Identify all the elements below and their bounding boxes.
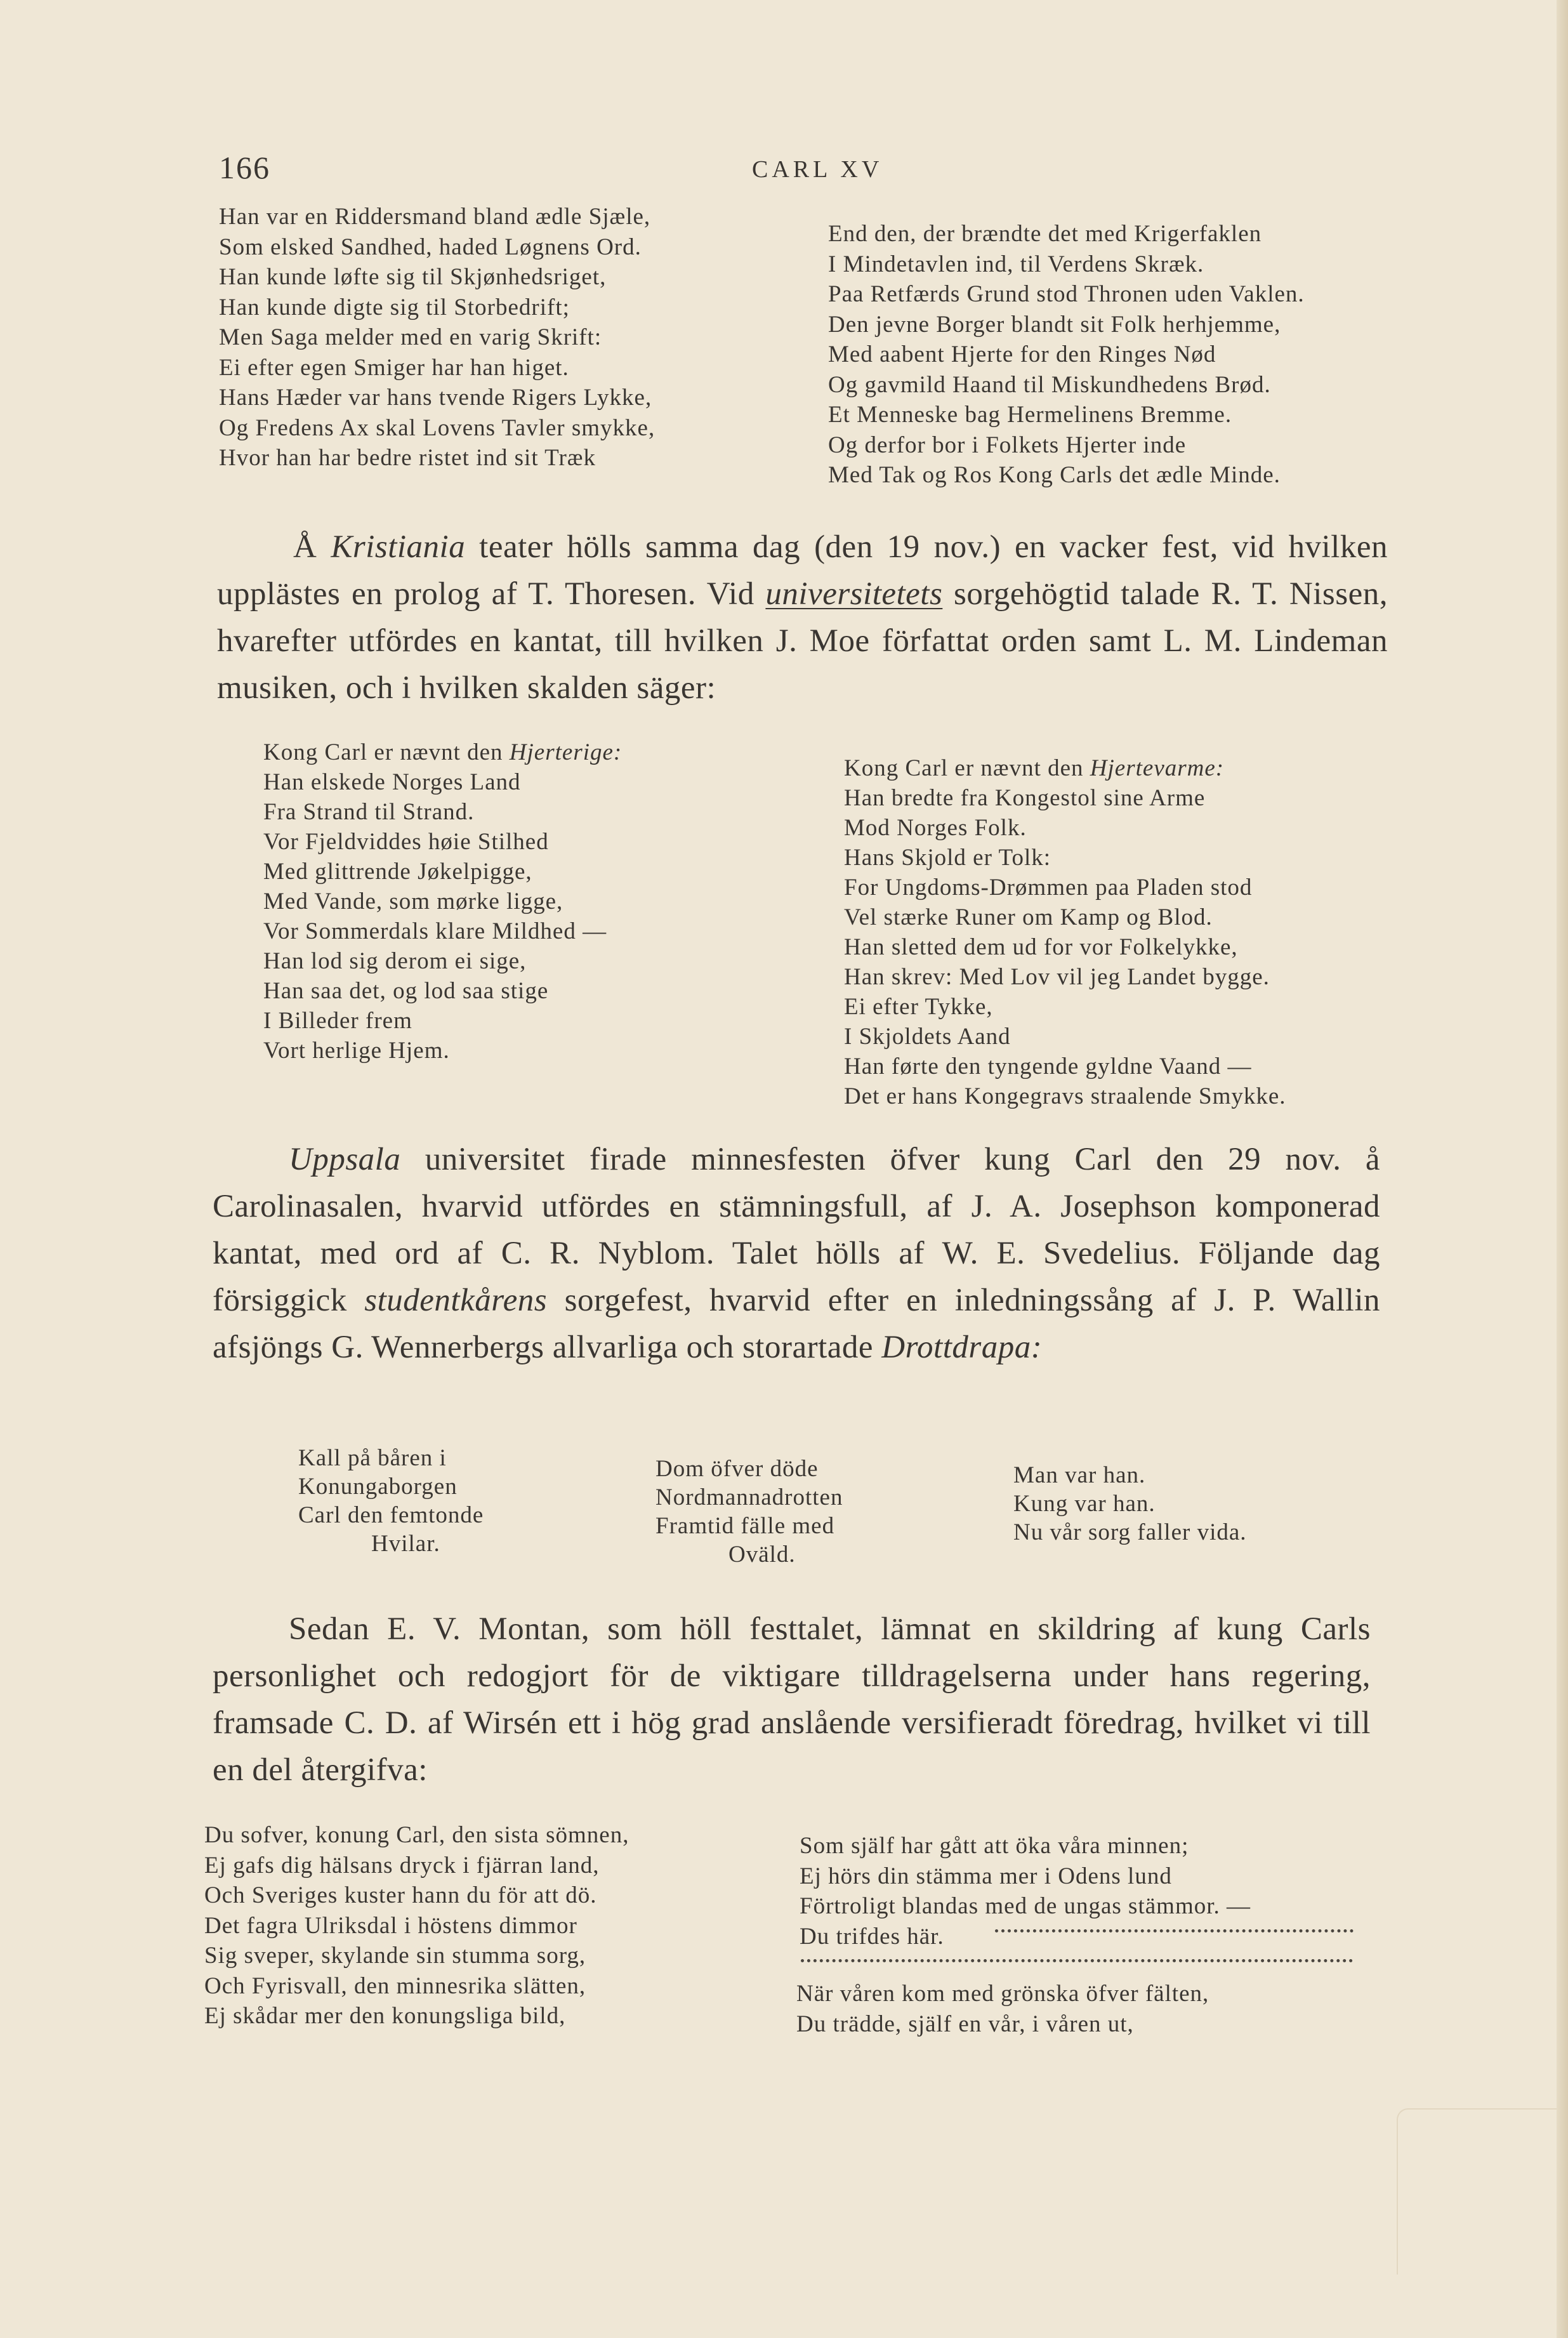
omission-dots-row xyxy=(801,1959,1353,1962)
verse-line: Han skrev: Med Lov vil jeg Landet bygge. xyxy=(844,964,1270,990)
verse-line: Han saa det, og lod saa stige xyxy=(263,978,549,1004)
verse-line: Och Fyrisvall, den minnesrika slätten, xyxy=(204,1972,586,1999)
verse-line: Och Sveriges kuster hann du för att dö. xyxy=(204,1882,597,1908)
verse-line: Et Menneske bag Hermelinens Bremme. xyxy=(828,402,1232,428)
verse-line: I Billeder frem xyxy=(263,1008,412,1034)
verse-line: Og Fredens Ax skal Lovens Tavler smykke, xyxy=(219,414,656,441)
emphasis-universitetets: universitetets xyxy=(765,576,943,612)
verse-line: Kung var han. xyxy=(1013,1491,1156,1517)
verse-line: Kall på båren i xyxy=(298,1445,447,1471)
verse-line: Den jevne Borger blandt sit Folk herhjemme, xyxy=(828,311,1281,338)
verse-line: Ej gafs dig hälsans dryck i fjärran land, xyxy=(204,1852,600,1879)
place-name-kristiania: Kristiania xyxy=(331,529,466,565)
poem4-left-column xyxy=(204,1820,629,2031)
verse-line: Du trädde, själf en vår, i våren ut, xyxy=(796,2011,1134,2037)
paragraph-text: sorgefest, hvarvid efter en inledningssång af J. P. Wallin afsjöngs G. Wennerbergs allvarliga och storartade xyxy=(213,1283,1380,1365)
paragraph-text: universitet firade minnesfesten öfver kung Carl den 29 nov. å Carolinasalen, hvarvid utfördes en stämningsfull, af J. A. Josephson komponerad kantat, med ord af C. R. Nyblom. Talet hölls af W. E. Svedelius. Följande dag försiggick xyxy=(213,1142,1380,1318)
verse-line: Nordmannadrotten xyxy=(656,1484,843,1510)
verse-line: Han var en Riddersmand bland ædle Sjæle, xyxy=(219,204,651,230)
verse-line: Han førte den tyngende gyldne Vaand — xyxy=(844,1053,1252,1080)
verse-line: I Skjoldets Aand xyxy=(844,1024,1011,1050)
verse-line: Vel stærke Runer om Kamp og Blod. xyxy=(844,904,1213,930)
verse-line: Vort herlige Hjem. xyxy=(263,1038,450,1064)
verse-line: End den, der brændte det med Krigerfaklen xyxy=(828,221,1262,247)
verse-text: Kong Carl er nævnt den xyxy=(263,739,510,765)
place-name-uppsala: Uppsala xyxy=(289,1142,401,1177)
verse-line: Man var han. xyxy=(1013,1462,1146,1488)
page-corner-mark xyxy=(1397,2108,1557,2275)
verse-line: Carl den femtonde xyxy=(298,1502,484,1528)
verse-line: Hans Hæder var hans tvende Rigers Lykke, xyxy=(219,385,652,411)
verse-line: Förtroligt blandas med de ungas stämmor. — xyxy=(800,1893,1251,1919)
verse-line: Men Saga melder med en varig Skrift: xyxy=(219,324,602,350)
verse-line: Ej hörs din stämma mer i Odens lund xyxy=(800,1863,1172,1889)
paragraph-kristiania xyxy=(217,524,1388,711)
verse-line: Ei efter egen Smiger har han higet. xyxy=(219,354,569,381)
verse-line: Oväld. xyxy=(728,1542,796,1568)
verse-line: Som elsked Sandhed, haded Løgnens Ord. xyxy=(219,234,642,260)
verse-line: Framtid fälle med xyxy=(656,1513,835,1539)
paragraph-uppsala xyxy=(213,1136,1380,1371)
verse-italic-epithet: Hjertevarme: xyxy=(1090,755,1225,781)
verse-line: Vor Sommerdals klare Mildhed — xyxy=(263,918,607,944)
verse-line: Det fagra Ulriksdal i höstens dimmor xyxy=(204,1912,577,1939)
verse-line: Paa Retfærds Grund stod Thronen uden Vaklen. xyxy=(828,281,1305,307)
verse-line: Som själf har gått att öka våra minnen; xyxy=(800,1833,1189,1859)
verse-line: Han kunde digte sig til Storbedrift; xyxy=(219,294,570,320)
verse-line: Han sletted dem ud for vor Folkelykke, xyxy=(844,934,1238,960)
verse-text: Kong Carl er nævnt den xyxy=(844,755,1090,781)
verse-line xyxy=(844,753,1286,783)
page-header xyxy=(219,149,1393,194)
poem4-right-column-top xyxy=(800,1831,1251,1952)
verse-line: Med glittrende Jøkelpigge, xyxy=(263,859,532,885)
poem1-right-column xyxy=(828,219,1305,491)
verse-line: Hvilar. xyxy=(371,1531,440,1557)
poem2-left-column xyxy=(263,737,622,1066)
poem3-column-2 xyxy=(656,1455,843,1569)
verse-line: Med aabent Hjerte for den Ringes Nød xyxy=(828,341,1216,367)
verse-line: Og gavmild Haand til Miskundhedens Brød. xyxy=(828,371,1271,398)
poem3-column-1 xyxy=(298,1444,484,1558)
paragraph-text: sorgehögtid talade R. T. Nissen, hvarefter utfördes en kantat, till hvilken J. Moe författat orden samt L. M. Lindeman musiken, och i hvilken skalden säger: xyxy=(217,576,1388,706)
verse-line: Det er hans Kongegravs straalende Smykke. xyxy=(844,1083,1286,1109)
emphasis-studentkarens: studentkårens xyxy=(364,1283,548,1318)
title-drottdrapa: Drottdrapa: xyxy=(881,1330,1043,1365)
verse-line: Mod Norges Folk. xyxy=(844,815,1027,841)
poem3-column-3 xyxy=(1013,1461,1247,1547)
poem2-right-column xyxy=(844,753,1286,1111)
verse-line: Nu vår sorg faller vida. xyxy=(1013,1519,1247,1545)
verse-line: Han bredte fra Kongestol sine Arme xyxy=(844,785,1206,811)
verse-line: Du trifdes här. xyxy=(800,1923,944,1950)
verse-line: Dom öfver döde xyxy=(656,1456,819,1482)
paragraph-text: teater hölls samma dag (den 19 nov.) en vacker fest, vid hvilken upplästes en prolog af T. Thoresen. Vid xyxy=(217,529,1388,612)
verse-line: Han kunde løfte sig til Skjønhedsriget, xyxy=(219,264,607,290)
verse-line: Med Tak og Ros Kong Carls det ædle Minde. xyxy=(828,462,1281,488)
poem4-right-column-bottom xyxy=(796,1979,1209,2039)
verse-line: Hans Skjold er Tolk: xyxy=(844,845,1051,871)
verse-line: Hvor han har bedre ristet ind sit Træk xyxy=(219,445,596,471)
paragraph-text: Sedan E. V. Montan, som höll festtalet, lämnat en skildring af kung Carls personlighet och redogjort för de viktigare tilldragelserna under hans regering, framsade C. D. af Wirsén ett i hög grad anslående versifieradt föredrag, hvilket vi till en del återgifva: xyxy=(213,1611,1371,1788)
paragraph-montan xyxy=(213,1606,1371,1793)
verse-line: Og derfor bor i Folkets Hjerter inde xyxy=(828,432,1187,458)
ellipsis-dots xyxy=(995,1929,1354,1932)
paragraph-text: Å xyxy=(293,529,331,565)
verse-line: Han lod sig derom ei sige, xyxy=(263,948,527,974)
verse-line: Fra Strand til Strand. xyxy=(263,799,475,825)
verse-line: Konungaborgen xyxy=(298,1474,458,1500)
verse-line: I Mindetavlen ind, til Verdens Skræk. xyxy=(828,251,1204,277)
verse-line: Vor Fjeldviddes høie Stilhed xyxy=(263,829,549,855)
verse-italic-epithet: Hjerterige: xyxy=(509,739,623,765)
verse-line: For Ungdoms-Drømmen paa Pladen stod xyxy=(844,875,1253,901)
verse-line: Sig sveper, skylande sin stumma sorg, xyxy=(204,1943,586,1969)
verse-line: Han elskede Norges Land xyxy=(263,769,521,795)
running-head: CARL XV xyxy=(752,156,883,183)
verse-line: Ej skådar mer den konungsliga bild, xyxy=(204,2003,566,2029)
poem1-left-column xyxy=(219,202,655,473)
verse-line xyxy=(263,737,622,767)
page-number: 166 xyxy=(219,150,270,185)
verse-line: Ei efter Tykke, xyxy=(844,994,993,1020)
verse-line: Du sofver, konung Carl, den sista sömnen, xyxy=(204,1822,629,1848)
page-edge-shadow xyxy=(1557,0,1568,2338)
verse-line: Med Vande, som mørke ligge, xyxy=(263,888,563,915)
verse-line: När våren kom med grönska öfver fälten, xyxy=(796,1981,1209,2007)
